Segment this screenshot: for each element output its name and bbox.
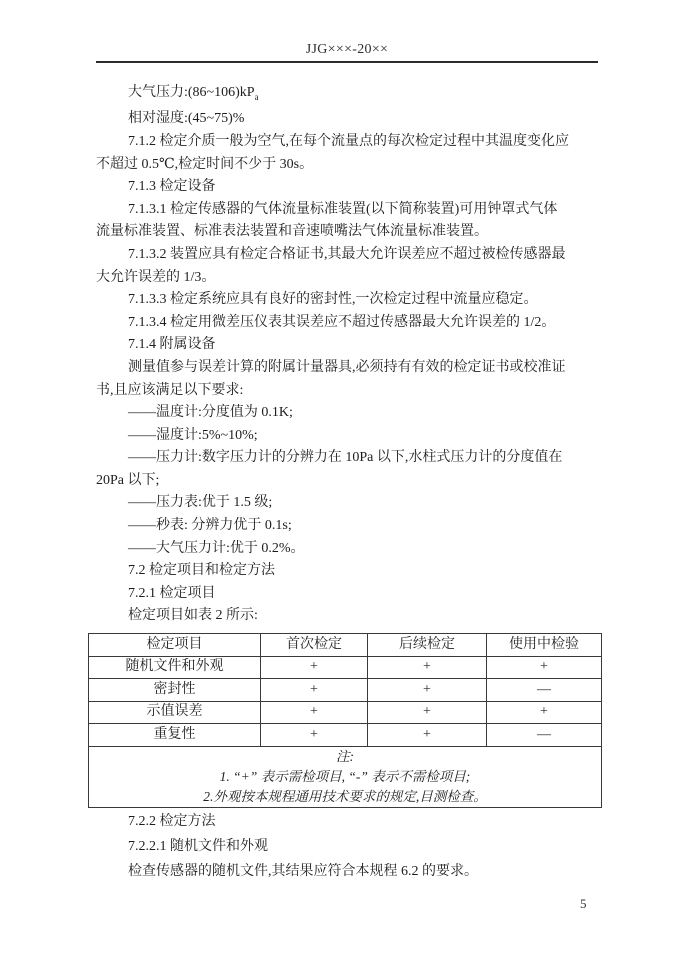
verification-items-table [88, 633, 602, 808]
section-7-1-4: 7.1.4 附属设备 [128, 337, 216, 353]
section-7-2-1: 7.2.1 检定项目 [128, 585, 216, 601]
text-line-continuation: 不超过 0.5℃,检定时间不少于 30s。 [96, 156, 314, 172]
page-content [96, 42, 598, 885]
list-item-stopwatch: ——秒表: 分辨力优于 0.1s; [128, 518, 292, 534]
row-cell: — [487, 679, 602, 702]
text-line-continuation: 大允许误差的 1/3。 [96, 269, 216, 285]
row-label: 重复性 [89, 724, 261, 747]
row-cell: + [368, 656, 487, 679]
section-7-1-3-4: 7.1.3.4 检定用微差压仪表其误差应不超过传感器最大允许误差的 1/2。 [128, 314, 556, 330]
body-text [96, 82, 598, 628]
row-cell: — [487, 724, 602, 747]
note-label: 注: [336, 748, 354, 764]
table-row [89, 656, 602, 679]
row-cell: + [261, 701, 368, 724]
list-item-barometer: ——大气压力计:优于 0.2%。 [128, 540, 305, 556]
section-7-2: 7.2 检定项目和检定方法 [128, 563, 275, 579]
table-row [89, 701, 602, 724]
header-cell-item: 检定项目 [89, 634, 261, 657]
header-cell-first-verification: 首次检定 [261, 634, 368, 657]
text-line-accessory-intro: 测量值参与误差计算的附属计量器具,必须持有有效的检定证书或校准证 [128, 359, 566, 375]
list-item-pressure-gauge-digital: ——压力计:数字压力计的分辨力在 10Pa 以下,水柱式压力计的分度值在 [128, 450, 563, 466]
table-header-row [89, 634, 602, 657]
row-cell: + [368, 701, 487, 724]
page-number: 5 [580, 896, 587, 911]
row-cell: + [261, 656, 368, 679]
row-label: 密封性 [89, 679, 261, 702]
table-row [89, 724, 602, 747]
unit-subscript: a [254, 91, 259, 102]
section-7-1-3: 7.1.3 检定设备 [128, 179, 216, 195]
after-table-text [96, 809, 598, 885]
row-label: 随机文件和外观 [89, 656, 261, 679]
text-line-table-intro: 检定项目如表 2 所示: [128, 608, 258, 624]
list-item-pressure-meter: ——压力表:优于 1.5 级; [128, 495, 273, 511]
table-row [89, 679, 602, 702]
note-item-1: 1. “+” 表示需检项目, “-” 表示不需检项目; [219, 768, 471, 784]
row-cell: + [487, 656, 602, 679]
header-cell-subsequent-verification: 后续检定 [368, 634, 487, 657]
row-cell: + [261, 679, 368, 702]
document-code: JJG×××-20×× [305, 42, 389, 57]
section-7-2-2-1: 7.2.2.1 随机文件和外观 [128, 838, 268, 854]
section-7-1-3-2: 7.1.3.2 装置应具有检定合格证书,其最大允许误差应不超过被检传感器最 [128, 246, 566, 262]
text-line-continuation: 书,且应该满足以下要求: [96, 382, 244, 398]
text-line-continuation: 流量标准装置、标准表法装置和音速喷嘴法气体流量标准装置。 [96, 224, 488, 240]
row-cell: + [261, 724, 368, 747]
text-line-relative-humidity: 相对湿度:(45~75)% [128, 111, 245, 127]
row-label: 示值误差 [89, 701, 261, 724]
list-item-hygrometer: ——湿度计:5%~10%; [128, 427, 258, 443]
section-7-1-2: 7.1.2 检定介质一般为空气,在每个流量点的每次检定过程中其温度变化应 [128, 133, 569, 149]
table-notes-row [89, 746, 602, 807]
section-7-1-3-1: 7.1.3.1 检定传感器的气体流量标准装置(以下简称装置)可用钟罩式气体 [128, 201, 558, 217]
text-line-continuation: 20Pa 以下; [96, 472, 160, 488]
table-notes [89, 746, 602, 807]
note-item-2: 2.外观按本规程通用技术要求的规定,目测检查。 [203, 788, 487, 804]
section-7-1-3-3: 7.1.3.3 检定系统应具有良好的密封性,一次检定过程中流量应稳定。 [128, 292, 538, 308]
section-7-2-2: 7.2.2 检定方法 [128, 813, 216, 829]
row-cell: + [368, 679, 487, 702]
text-line-atmospheric-pressure [96, 82, 598, 108]
row-cell: + [487, 701, 602, 724]
list-item-thermometer: ——温度计:分度值为 0.1K; [128, 405, 293, 421]
document-header [96, 42, 598, 63]
text-line-check-documents: 检查传感器的随机文件,其结果应符合本规程 6.2 的要求。 [128, 864, 478, 880]
header-cell-inuse-inspection: 使用中检验 [487, 634, 602, 657]
line-text: 大气压力:(86~106)kP [128, 85, 255, 100]
row-cell: + [368, 724, 487, 747]
